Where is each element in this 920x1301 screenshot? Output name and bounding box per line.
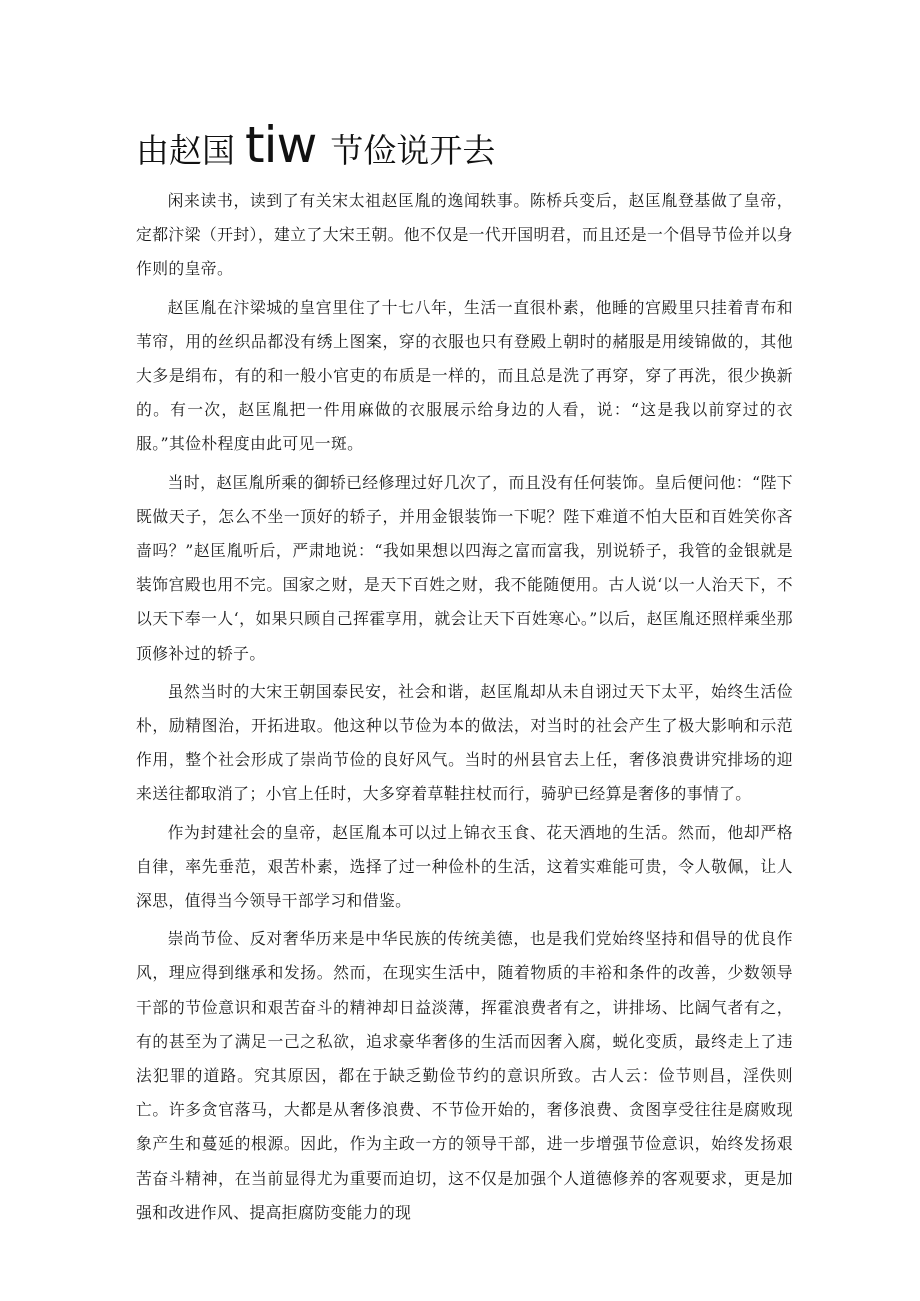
paragraph-1: 闲来读书，读到了有关宋太祖赵匡胤的逸闻轶事。陈桥兵变后，赵匡胤登基做了皇帝，定都汴梁（开封），建立了大宋王朝。他不仅是一代开国明君，而且还是一个倡导节俭并以身作则的皇帝。 — [136, 191, 793, 279]
paragraph-4: 虽然当时的大宋王朝国泰民安，社会和谐，赵匡胤却从未自诩过天下太平，始终生活俭朴，励精图治，开拓进取。他这种以节俭为本的做法，对当时的社会产生了极大影响和示范作用，整个社会形成了崇尚节俭的良好风气。当时的州县官去上任，奢侈浪费讲究排场的迎来送往都取消了；小官上任时，大多穿着草鞋拄杖而行，骑驴已经算是奢侈的事情了。 — [136, 681, 793, 804]
paragraph-3: 当时，赵匡胤所乘的御轿已经修理过好几次了，而且没有任何装饰。皇后便问他：“陛下既做天子，怎么不坐一顶好的轿子，并用金银装饰一下呢？陛下难道不怕大臣和百姓笑你吝啬吗？”赵匡胤听后，严肃地说：“我如果想以四海之富而富我，别说轿子，我管的金银就是装饰宫殿也用不完。国家之财，是天下百姓之财，我不能随便用。古人说‘以一人治天下，不以天下奉一人‘，如果只顾自己挥霍享用，就会让天下百姓寒心。”以后，赵匡胤还照样乘坐那顶修补过的轿子。 — [136, 472, 793, 663]
title-latin-text: tiw — [245, 116, 317, 174]
article-body — [136, 184, 793, 1284]
title-text-part-1: 由赵国 — [136, 131, 235, 170]
paragraph-2: 赵匡胤在汴梁城的皇宫里住了十七八年，生活一直很朴素，他睡的宫殿里只挂着青布和苇帘，用的丝织品都没有绣上图案，穿的衣服也只有登殿上朝时的赭服是用绫锦做的，其他大多是绢布，有的和一般小官吏的布质是一样的，而且总是洗了再穿，穿了再洗，很少换新的。有一次，赵匡胤把一件用麻做的衣服展示给身边的人看，说：“这是我以前穿过的衣服。”其俭朴程度由此可见一斑。 — [136, 297, 793, 454]
page-title — [136, 116, 796, 180]
paragraph-6: 崇尚节俭、反对奢华历来是中华民族的传统美德，也是我们党始终坚持和倡导的优良作风，理应得到继承和发扬。然而，在现实生活中，随着物质的丰裕和条件的改善，少数领导干部的节俭意识和艰苦奋斗的精神却日益淡薄，挥霍浪费者有之，讲排场、比阔气者有之，有的甚至为了满足一己之私欲，追求豪华奢侈的生活而因奢入腐，蜕化变质，最终走上了违法犯罪的道路。究其原因，都在于缺乏勤俭节约的意识所致。古人云：俭节则昌，淫佚则亡。许多贪官落马，大都是从奢侈浪费、不节俭开始的，奢侈浪费、贪图享受往往是腐败现象产生和蔓延的根源。因此，作为主政一方的领导干部，进一步增强节俭意识，始终发扬艰苦奋斗精神，在当前显得尤为重要而迫切，这不仅是加强个人道德修养的客观要求，更是加强和改进作风、提高拒腐防变能力的现 — [136, 929, 793, 1222]
title-text-part-2: 节俭说开去 — [330, 131, 496, 170]
paragraph-5: 作为封建社会的皇帝，赵匡胤本可以过上锦衣玉食、花天酒地的生活。然而，他却严格自律，率先垂范，艰苦朴素，选择了过一种俭朴的生活，这着实难能可贵，令人敬佩，让人深思，值得当今领导干部学习和借鉴。 — [136, 822, 793, 911]
